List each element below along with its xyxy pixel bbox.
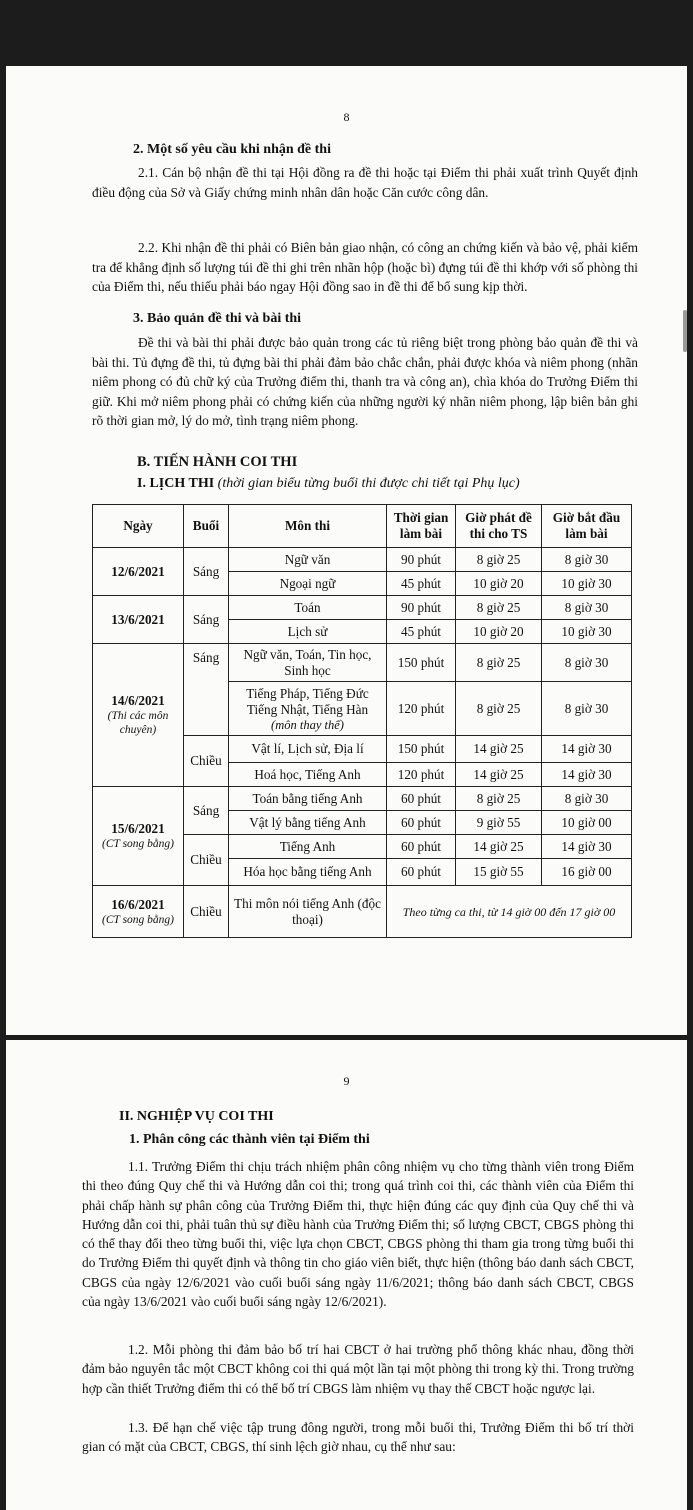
section-heading-b: B. TIẾN HÀNH COI THI: [137, 454, 298, 470]
date-note: (Thi các môn chuyên): [107, 710, 169, 736]
section-heading-2: 2. Một số yêu cầu khi nhận đề thi: [133, 142, 331, 157]
session-cell: Chiều: [184, 736, 229, 787]
subject-cell: Thi môn nói tiếng Anh (độc thoại): [229, 886, 387, 938]
date-label: 15/6/2021: [111, 821, 165, 836]
subject-note: (môn thay thế): [271, 717, 344, 732]
header-gio-phat-de: Giờ phát đề thi cho TS: [456, 505, 542, 548]
duration-cell: 60 phút: [387, 811, 456, 835]
table-header-row: [93, 505, 632, 548]
section-heading-i: [137, 476, 520, 492]
paragraph-2-2: 2.2. Khi nhận đề thi phải có Biên bản giao nhận, có công an chứng kiến và bảo vệ, phải kiểm tra để khẳng định số lượng túi đề thi ghi trên nhãn hộp (hoặc bì) đựng túi đề thi khớp với số phòng thi của Điểm thi, nếu thiếu phải báo ngay Hội đồng sao in đề thi để bổ sung kịp thời.: [92, 240, 638, 294]
oral-exam-time-cell: Theo từng ca thi, từ 14 giờ 00 đến 17 giờ 00: [387, 886, 632, 938]
handout-time-cell: 9 giờ 55: [456, 811, 542, 835]
date-cell: [93, 886, 184, 938]
heading-i-note: (thời gian biểu từng buổi thi được chi tiết tại Phụ lục): [217, 476, 520, 491]
page-number: 9: [343, 1074, 350, 1088]
table-row: [93, 596, 632, 620]
handout-time-cell: 8 giờ 25: [456, 548, 542, 572]
subject-cell: Toán bằng tiếng Anh: [229, 787, 387, 811]
date-cell: [93, 787, 184, 886]
exam-schedule-table: [92, 504, 632, 938]
paragraph-1-1: 1.1. Trưởng Điểm thi chịu trách nhiệm phân công nhiệm vụ cho từng thành viên trong Điểm thi theo đúng Quy chế thi và Hướng dẫn coi thi; trong quá trình coi thi, các thành viên của Điểm thi phải chấp hành sự phân công của Trưởng Điểm thi, thực hiện đúng các quy định của Quy chế thi và Hướng dẫn coi thi, phải tuân thủ sự điều hành của Trưởng Điểm thi; số lượng CBCT, CBGS phòng thi có thể thay đổi theo từng buổi thi, việc lựa chọn CBCT, CBGS phòng thi tham gia trong từng buổi thi do Trưởng Điểm thi quyết định và thông tin cho giáo viên biết, thực hiện (thông báo danh sách CBCT, CBGS của ngày 12/6/2021 vào cuối buổi sáng ngày 11/6/2021; thông báo danh sách CBCT, CBGS của ngày 13/6/2021 vào cuối buổi sáng ngày 12/6/2021).: [82, 1159, 634, 1310]
duration-cell: 150 phút: [387, 736, 456, 763]
scrollbar-thumb[interactable]: [683, 310, 687, 352]
paragraph-1-3: 1.3. Để hạn chế việc tập trung đông người, trong mỗi buổi thi, Trưởng Điểm thi bố trí thời gian có mặt của CBCT, CBGS, thí sinh lệch giờ nhau, cụ thể như sau:: [82, 1420, 634, 1455]
duration-cell: 60 phút: [387, 835, 456, 859]
subject-cell: Ngữ văn, Toán, Tin học, Sinh học: [229, 644, 387, 682]
page-number: 8: [343, 110, 350, 124]
table-row: [93, 886, 632, 938]
header-thoi-gian: Thời gian làm bài: [387, 505, 456, 548]
date-cell: 12/6/2021: [93, 548, 184, 596]
handout-time-cell: 8 giờ 25: [456, 787, 542, 811]
subject-cell: Hóa học bằng tiếng Anh: [229, 859, 387, 886]
date-note: (CT song bằng): [102, 913, 174, 926]
session-cell: Chiều: [184, 835, 229, 886]
start-time-cell: 8 giờ 30: [542, 548, 632, 572]
start-time-cell: 8 giờ 30: [542, 644, 632, 682]
paragraph-1-2: 1.2. Mỗi phòng thi đảm bảo bố trí hai CBCT ở hai trường phổ thông khác nhau, đồng thời đảm bảo nguyên tắc một CBCT không coi thi quá một lần tại một phòng thi trong kỳ thi. Trong trường hợp cần thiết Trưởng điểm thi có thể bố trí CBGS làm nhiệm vụ thay thế CBCT hoặc ngược lại.: [82, 1342, 634, 1396]
duration-cell: 90 phút: [387, 596, 456, 620]
start-time-cell: 10 giờ 00: [542, 811, 632, 835]
start-time-cell: 8 giờ 30: [542, 787, 632, 811]
subject-cell: Lịch sử: [229, 620, 387, 644]
table-row: [93, 644, 632, 682]
duration-cell: 120 phút: [387, 682, 456, 736]
start-time-cell: 10 giờ 30: [542, 572, 632, 596]
session-cell: Sáng: [184, 596, 229, 644]
start-time-cell: 14 giờ 30: [542, 835, 632, 859]
subject-cell: Vật lý bằng tiếng Anh: [229, 811, 387, 835]
duration-cell: 90 phút: [387, 548, 456, 572]
header-ngay: Ngày: [93, 505, 184, 548]
start-time-cell: 10 giờ 30: [542, 620, 632, 644]
duration-cell: 45 phút: [387, 620, 456, 644]
handout-time-cell: 10 giờ 20: [456, 620, 542, 644]
table-row: [93, 548, 632, 572]
duration-cell: 45 phút: [387, 572, 456, 596]
handout-time-cell: 8 giờ 25: [456, 596, 542, 620]
header-gio-bat-dau: Giờ bắt đầu làm bài: [542, 505, 632, 548]
document-page-9: [6, 1040, 687, 1510]
section-heading-3: 3. Bảo quản đề thi và bài thi: [133, 311, 302, 326]
start-time-cell: 8 giờ 30: [542, 596, 632, 620]
duration-cell: 120 phút: [387, 763, 456, 787]
date-cell: [93, 644, 184, 787]
start-time-cell: 14 giờ 30: [542, 763, 632, 787]
duration-cell: 60 phút: [387, 787, 456, 811]
handout-time-cell: 14 giờ 25: [456, 736, 542, 763]
subject-cell: Vật lí, Lịch sử, Địa lí: [229, 736, 387, 763]
start-time-cell: 14 giờ 30: [542, 736, 632, 763]
subject-cell: Ngoại ngữ: [229, 572, 387, 596]
handout-time-cell: 8 giờ 25: [456, 644, 542, 682]
handout-time-cell: 14 giờ 25: [456, 763, 542, 787]
heading-i-label: I. LỊCH THI: [137, 476, 215, 491]
date-note: (CT song bằng): [102, 838, 174, 850]
duration-cell: 60 phút: [387, 859, 456, 886]
paragraph-3: Đề thi và bài thi phải được bảo quản trong các tủ riêng biệt trong phòng bảo quản đề thi và bài thi. Tủ đựng đề thi, tủ đựng bài thi phải đảm bảo chắc chắn, phải được khóa và niêm phong (nhãn niêm phong có đủ chữ ký của Trưởng điểm thi, thanh tra và công an), chìa khóa do Trưởng Điểm thi giữ. Khi mở niêm phong phải có chứng kiến của những người ký nhãn niêm phong, lập biên bản ghi rõ thời gian mở, lý do mở, tình trạng niêm phong.: [92, 335, 638, 428]
subject-cell: Tiếng Anh: [229, 835, 387, 859]
session-cell: Chiều: [184, 886, 229, 938]
handout-time-cell: 8 giờ 25: [456, 682, 542, 736]
section-heading-1: 1. Phân công các thành viên tại Điểm thi: [129, 1132, 370, 1147]
subject-label: Tiếng Pháp, Tiếng Đức Tiếng Nhật, Tiếng Hàn: [246, 685, 369, 717]
session-cell: Sáng: [184, 644, 229, 736]
subject-cell: Ngữ văn: [229, 548, 387, 572]
date-label: 16/6/2021: [111, 896, 165, 912]
subject-cell: Hoá học, Tiếng Anh: [229, 763, 387, 787]
start-time-cell: 16 giờ 00: [542, 859, 632, 886]
section-heading-ii: II. NGHIỆP VỤ COI THI: [119, 1109, 274, 1124]
handout-time-cell: 14 giờ 25: [456, 835, 542, 859]
session-cell: Sáng: [184, 787, 229, 835]
table-row: [93, 787, 632, 811]
subject-cell: [229, 682, 387, 736]
header-buoi: Buổi: [184, 505, 229, 548]
paragraph-2-1: 2.1. Cán bộ nhận đề thi tại Hội đồng ra đề thi hoặc tại Điểm thi phải xuất trình Quyết định điều động của Sở và Giấy chứng minh nhân dân hoặc Căn cước công dân.: [92, 165, 638, 200]
date-label: 14/6/2021: [111, 693, 165, 708]
start-time-cell: 8 giờ 30: [542, 682, 632, 736]
duration-cell: 150 phút: [387, 644, 456, 682]
header-mon-thi: Môn thi: [229, 505, 387, 548]
subject-cell: Toán: [229, 596, 387, 620]
session-cell: Sáng: [184, 548, 229, 596]
handout-time-cell: 15 giờ 55: [456, 859, 542, 886]
handout-time-cell: 10 giờ 20: [456, 572, 542, 596]
date-cell: 13/6/2021: [93, 596, 184, 644]
